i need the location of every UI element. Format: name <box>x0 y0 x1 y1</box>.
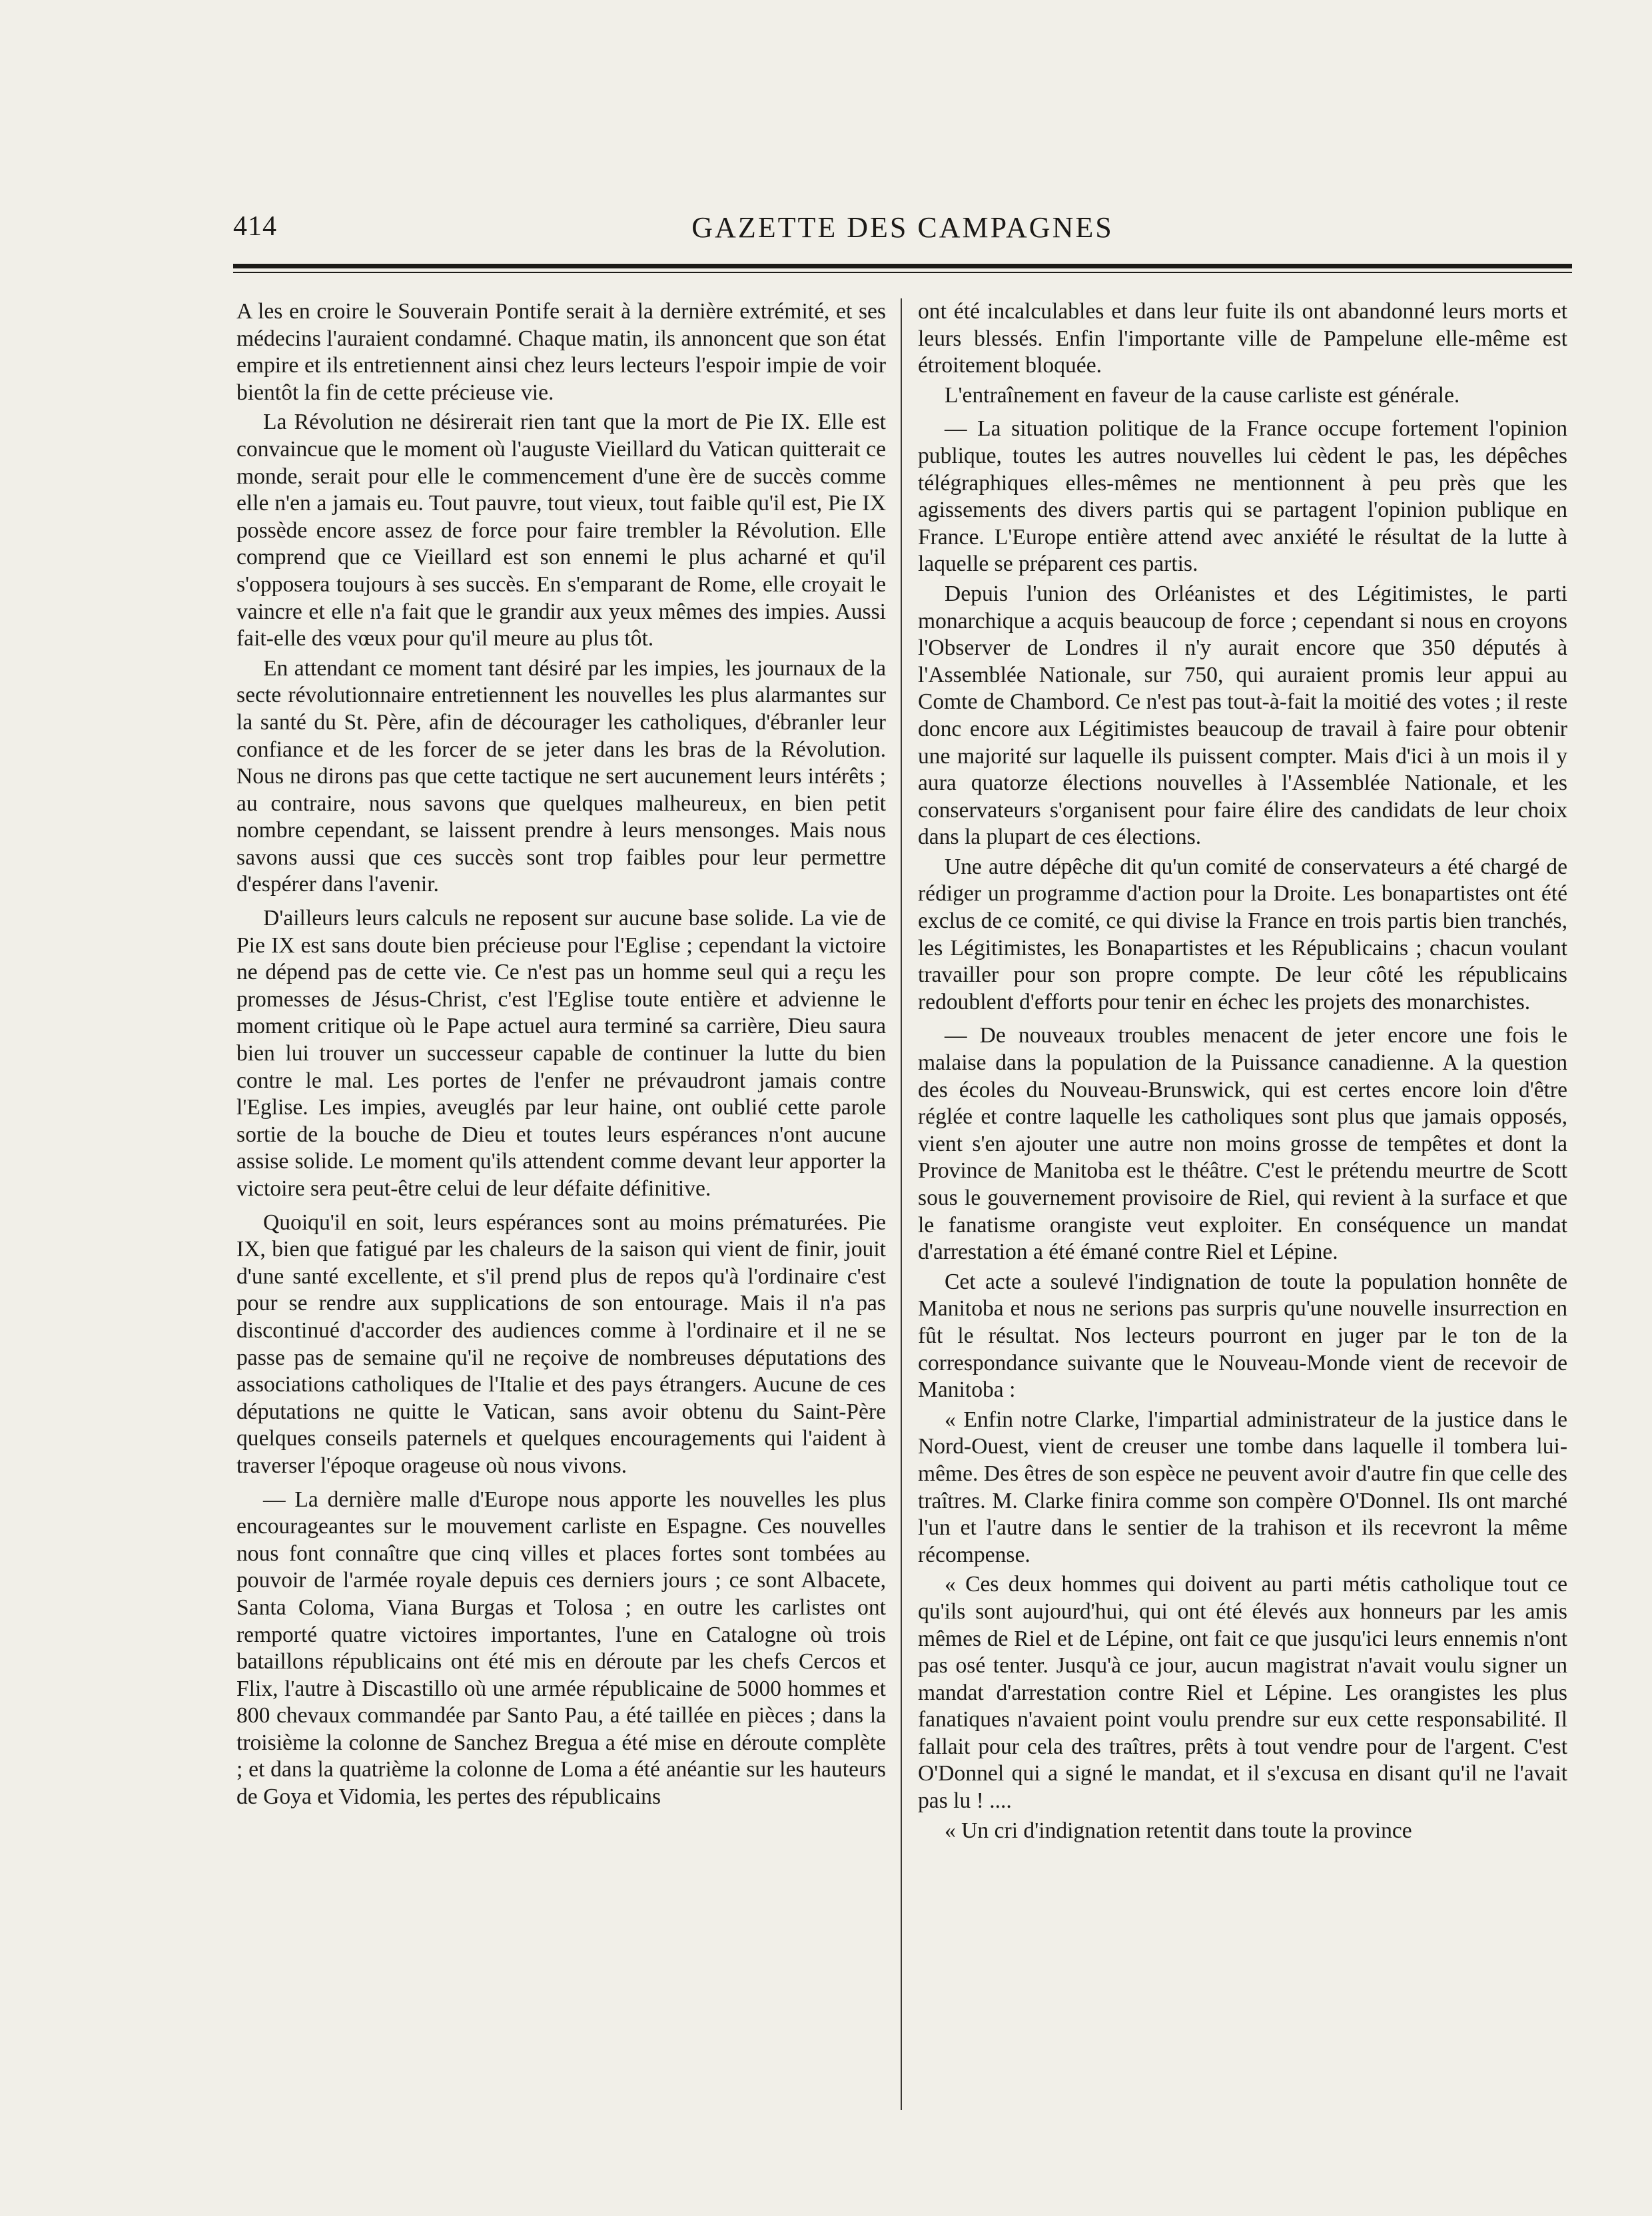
paragraph: « Un cri d'indignation retentit dans toute la province <box>945 1818 1412 1843</box>
header-rule-thin <box>233 272 1572 273</box>
column-divider <box>901 298 902 2110</box>
paragraph: Quoiqu'il en soit, leurs espérances sont au moins prématurées. Pie IX, bien que fatigué par les chaleurs de la saison qui vient de finir, jouit d'une santé excellente, et s'il prend plus de repos qu'à l'ordinaire c'est pour se rendre aux supplications de son entourage. Mais il n'a pas discontinué d'accorder des audiences comme à l'ordinaire et il ne se passe pas de semaine qu'il ne reçoive de nombreuses députations des associations catholiques de l'Italie et des pays étrangers. Aucune de ces députations ne quitte le Vatican, sans avoir obtenu du Saint-Père quelques conseils paternels et quelques encouragements qui l'aident à traverser l'époque orageuse où nous vivons. <box>236 1210 886 1478</box>
paragraph: « Enfin notre Clarke, l'impartial administrateur de la justice dans le Nord-Ouest, vient de creuser une tombe dans laquelle il tombera lui-même. Des êtres de son espèce ne peuvent avoir d'autre fin que celle des traîtres. M. Clarke finira comme son compère O'Donnel. Ils ont marché l'un et l'autre dans le sentier de la trahison et ils recevront la même récompense. <box>918 1407 1567 1567</box>
right-column <box>918 298 1567 2123</box>
paragraph: Une autre dépêche dit qu'un comité de conservateurs a été chargé de rédiger un programme d'action pour la Droite. Les bonapartistes ont été exclus de ce comité, ce qui divise la France en trois partis bien tranchés, les Légitimistes, les Bonapartistes et les Républicains ; chacun voulant travailler pour son propre compte. De leur côté les républicains redoublent d'efforts pour tenir en échec les projets des monarchistes. <box>918 854 1567 1014</box>
paragraph: Cet acte a soulevé l'indignation de toute la population honnête de Manitoba et nous ne serions pas surpris qu'une nouvelle insurrection en fût le résultat. Nos lecteurs pourront en juger par le ton de la correspondance suivante que le Nouveau-Monde vient de recevoir de Manitoba : <box>918 1269 1567 1403</box>
page-header <box>233 210 1572 253</box>
paragraph: ont été incalculables et dans leur fuite ils ont abandonné leurs morts et leurs blessés. Enfin l'importante ville de Pampelune elle-même est étroitement bloquée. <box>918 299 1567 378</box>
paragraph: L'entraînement en faveur de la cause carliste est générale. <box>945 382 1460 408</box>
paragraph: En attendant ce moment tant désiré par les impies, les journaux de la secte révolutionnaire entretiennent les nouvelles les plus alarmantes sur la santé du St. Père, afin de décourager les catholiques, d'ébranler leur confiance et de les forcer de se jeter dans les bras de la Révolution. Nous ne dirons pas que cette tactique ne sert aucunement leurs intérêts ; au contraire, nous savons que quelques malheureux, en bien petit nombre cependant, se laissent prendre à leurs mensonges. Mais nous savons aussi que ces succès sont trop faibles pour leur permettre d'espérer dans l'avenir. <box>236 655 886 897</box>
paragraph: — De nouveaux troubles menacent de jeter encore une fois le malaise dans la population de la Puissance canadienne. A la question des écoles du Nouveau-Brunswick, qui est certes encore loin d'être réglée et contre laquelle les catholiques sont plus que jamais opposés, vient s'en ajouter une autre non moins grosse de tempêtes et dont la Province de Manitoba est le théâtre. C'est le prétendu meurtre de Scott sous le gouvernement provisoire de Riel, qui revient à la surface et que le fanatisme orangiste veut exploiter. En conséquence un mandat d'arrestation a été émané contre Riel et Lépine. <box>918 1023 1567 1265</box>
paragraph: « Ces deux hommes qui doivent au parti métis catholique tout ce qu'ils sont aujourd'hui, qui ont été élevés aux honneurs par les amis mêmes de Riel et de Lépine, ont fait ce que jusqu'ici leurs ennemis n'ont pas osé tenter. Jusqu'à ce jour, aucun magistrat n'avait voulu signer un mandat d'arrestation contre Riel et Lépine. Les orangistes les plus fanatiques n'avaient point voulu prendre sur eux cette responsabilité. Il fallait pour cela des traîtres, prêts à tout vendre pour de l'argent. C'est O'Donnel qui a signé le mandat, et il s'excusa en disant qu'il ne l'avait pas lu ! .... <box>918 1572 1567 1814</box>
page-number: 414 <box>233 211 277 242</box>
paragraph: La Révolution ne désirerait rien tant que la mort de Pie IX. Elle est convaincue que le moment où l'auguste Vieillard du Vatican quitterait ce monde, serait pour elle le commencement d'une ère de succès comme elle n'en a jamais eu. Tout pauvre, tout vieux, tout faible qu'il est, Pie IX possède encore assez de force pour faire trembler la Révolution. Elle comprend que ce Vieillard est son ennemi le plus acharné et qu'il s'opposera toujours à ses succès. En s'emparant de Rome, elle croyait le vaincre et elle n'a fait que le grandir aux yeux mêmes des impies. Aussi fait-elle des vœux pour qu'il meure au plus tôt. <box>236 410 886 651</box>
header-rule-thick <box>233 264 1572 268</box>
paragraph: A les en croire le Souverain Pontife serait à la dernière extrémité, et ses médecins l'auraient condamné. Chaque matin, ils annoncent que son état empire et ils entretiennent ainsi chez leurs lecteurs l'espoir impie de voir bientôt la fin de cette précieuse vie. <box>236 299 886 405</box>
paragraph: D'ailleurs leurs calculs ne reposent sur aucune base solide. La vie de Pie IX est sans doute bien précieuse pour l'Eglise ; cependant la victoire ne dépend pas de cette vie. Ce n'est pas un homme seul qui a reçu les promesses de Jésus-Christ, c'est l'Eglise toute entière et advienne le moment critique où le Pape actuel aura terminé sa carrière, Dieu saura bien lui trouver un successeur capable de continuer la lutte du bien contre le mal. Les portes de l'enfer ne prévaudront jamais contre l'Eglise. Les impies, aveuglés par leur haine, ont oublié cette parole sortie de la bouche de Dieu et toutes leurs espérances n'ont aucune assise solide. Le moment qu'ils attendent comme devant leur apporter la victoire sera peut-être celui de leur défaite définitive. <box>236 906 886 1201</box>
left-column <box>236 298 886 2123</box>
paragraph: — La situation politique de la France occupe fortement l'opinion publique, toutes les autres nouvelles lui cèdent le pas, les dépêches télégraphiques elles-mêmes ne mentionnent à peu près que les agissements des divers partis qui se partagent l'opinion publique en France. L'Europe entière attend avec anxiété le résultat de la lutte à laquelle se préparent ces partis. <box>918 416 1567 577</box>
paragraph: — La dernière malle d'Europe nous apporte les nouvelles les plus encourageantes sur le mouvement carliste en Espagne. Ces nouvelles nous font connaître que cinq villes et places fortes sont tombées au pouvoir de l'armée royale depuis ces derniers jours ; ce sont Albacete, Santa Coloma, Viana Burgas et Tolosa ; en outre les carlistes ont remporté quatre victoires importantes, l'une en Catalogne où trois bataillons républicains ont été mis en déroute par les chefs Cercos et Flix, l'autre à Discastillo où une armée républicaine de 5000 hommes et 800 chevaux commandée par Santo Pau, a été taillée en pièces ; dans la troisième la colonne de Sanchez Bregua a été mise en déroute complète ; et dans la quatrième la colonne de Loma a été anéantie sur les hauteurs de Goya et Vidomia, les pertes des républicains <box>236 1487 886 1810</box>
running-title: GAZETTE DES CAMPAGNES <box>691 211 1114 244</box>
paragraph: Depuis l'union des Orléanistes et des Légitimistes, le parti monarchique a acquis beaucoup de force ; cependant si nous en croyons l'Observer de Londres il n'y aurait encore que 350 députés à l'Assemblée Nationale, sur 750, qui auraient promis leur appui au Comte de Chambord. Ce n'est pas tout-à-fait la moitié des votes ; il reste donc encore aux Légitimistes beaucoup de travail à faire pour obtenir une majorité sur laquelle ils puissent compter. Mais d'ici à un mois il y aura quatorze élections nouvelles à l'Assemblée Nationale, et les conservateurs s'organisent pour faire élire des candidats de leur choix dans la plupart de ces élections. <box>918 581 1567 850</box>
